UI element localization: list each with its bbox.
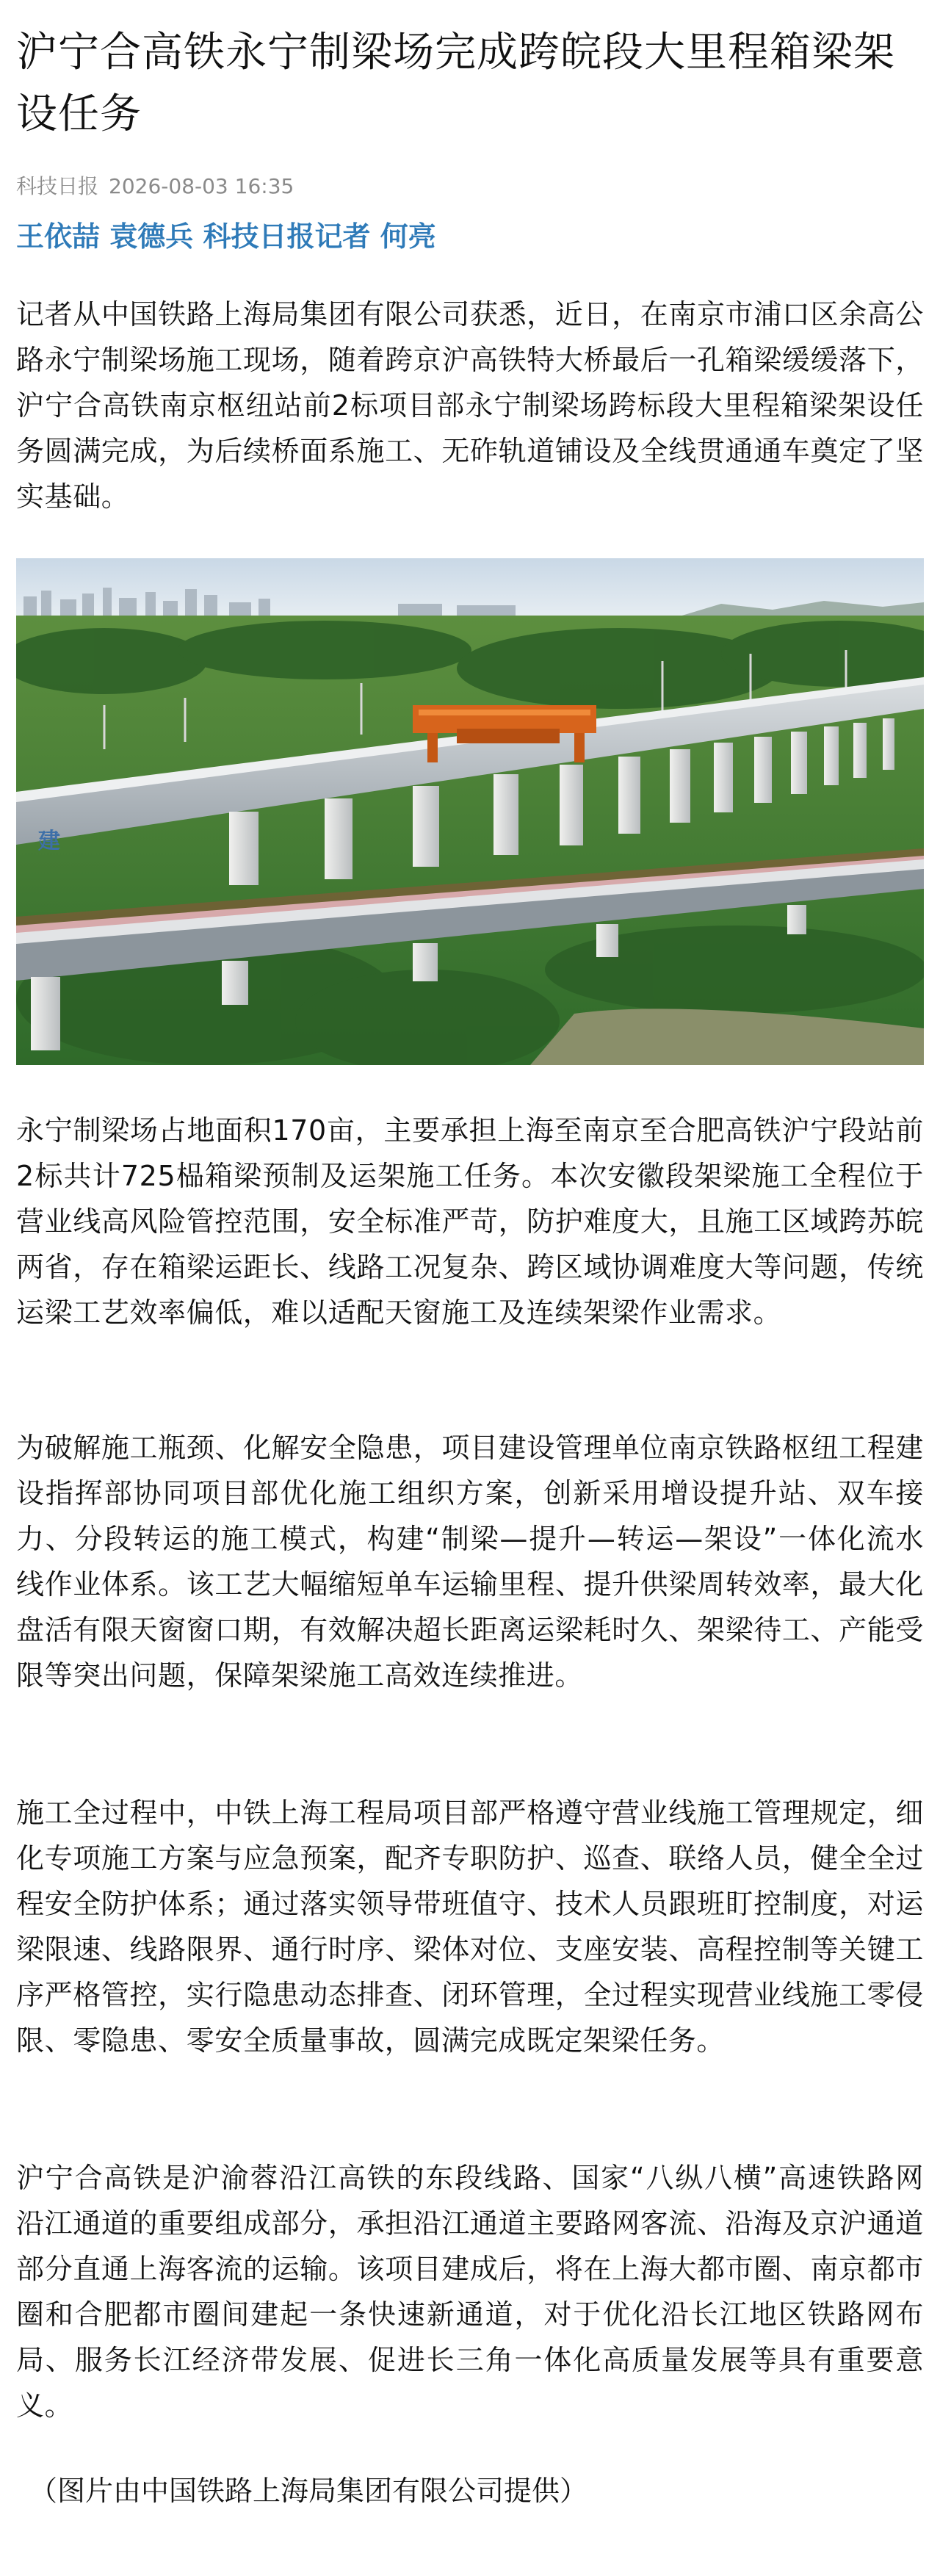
article-photo[interactable] bbox=[16, 558, 924, 1065]
photo-credit: （图片由中国铁路上海局集团有限公司提供） bbox=[29, 2475, 588, 2507]
article-paragraph-4: 施工全过程中，中铁上海工程局项目部严格遵守营业线施工管理规定，细化专项施工方案与应急预案，配齐专职防护、巡查、联络人员，健全全过程安全防护体系；通过落实领导带班值守、技术人员跟班盯控制度，对运梁限速、线路限界、通行时序、梁体对位、支座安装、高程控制等关键工序严格管控，实行隐患动态排查、闭环管理，全过程实现营业线施工零侵限、零隐患、零安全质量事故，圆满完成既定架梁任务。 bbox=[16, 1797, 924, 2057]
article-title: 沪宁合高铁永宁制梁场完成跨皖段大里程箱梁架设任务 bbox=[16, 29, 895, 138]
article-paragraph-3: 为破解施工瓶颈、化解安全隐患，项目建设管理单位南京铁路枢纽工程建设指挥部协同项目部优化施工组织方案，创新采用增设提升站、双车接力、分段转运的施工模式，构建“制梁—提升—转运—架设”一体化流水线作业体系。该工艺大幅缩短单车运输里程、提升供梁周转效率，最大化盘活有限天窗窗口期，有效解决超长距离运梁耗时久、架梁待工、产能受限等突出问题，保障架梁施工高效连续推进。 bbox=[16, 1432, 924, 1692]
article-date: 2026-08-03 16:35 bbox=[109, 174, 294, 198]
article-paragraph-1: 记者从中国铁路上海局集团有限公司获悉，近日，在南京市浦口区余高公路永宁制梁场施工现场，随着跨京沪高铁特大桥最后一孔箱梁缓缓落下，沪宁合高铁南京枢纽站前2标项目部永宁制梁场跨标段大里程箱梁架设任务圆满完成，为后续桥面系施工、无砟轨道铺设及全线贯通通车奠定了坚实基础。 bbox=[16, 298, 924, 513]
article-paragraph-2: 永宁制梁场占地面积170亩，主要承担上海至南京至合肥高铁沪宁段站前2标共计725榀箱梁预制及运架施工任务。本次安徽段架梁施工全程位于营业线高风险管控范围，安全标准严苛，防护难度大，且施工区域跨苏皖两省，存在箱梁运距长、线路工况复杂、跨区域协调难度大等问题，传统运梁工艺效率偏低，难以适配天窗施工及连续架梁作业需求。 bbox=[16, 1114, 924, 1329]
article-authors: 王依喆 袁德兵 科技日报记者 何亮 bbox=[16, 220, 436, 253]
article-paragraph-5: 沪宁合高铁是沪渝蓉沿江高铁的东段线路、国家“八纵八横”高速铁路网沿江通道的重要组成部分，承担沿江通道主要路网客流、沿海及京沪通道部分直通上海客流的运输。该项目建成后，将在上海大都市圈、南京都市圈和合肥都市圈间建起一条快速新通道，对于优化沿长江地区铁路网布局、服务长江经济带发展、促进长三角一体化高质量发展等具有重要意义。 bbox=[16, 2162, 924, 2422]
bridge-photo-illustration bbox=[16, 558, 924, 1065]
article-source[interactable]: 科技日报 bbox=[16, 174, 99, 198]
bridge-mark: 建 bbox=[38, 829, 60, 854]
article-meta bbox=[16, 173, 924, 200]
